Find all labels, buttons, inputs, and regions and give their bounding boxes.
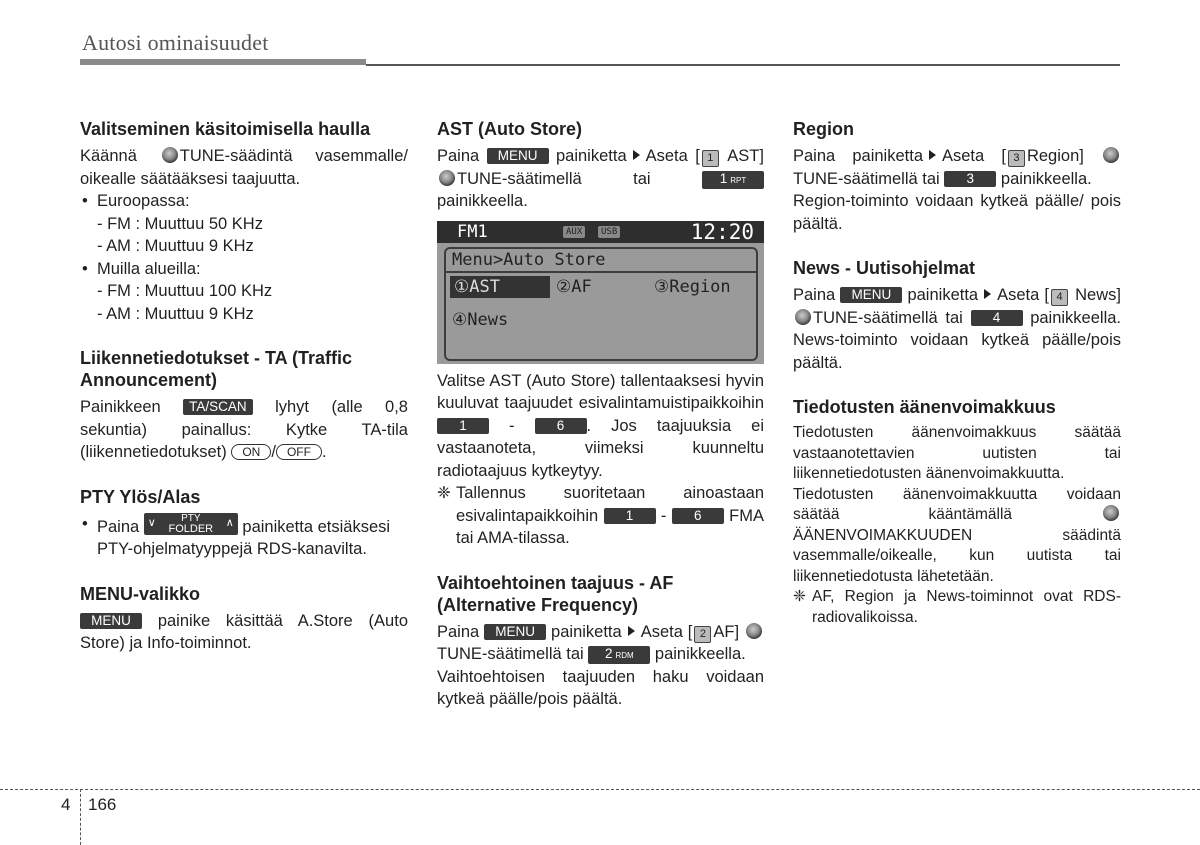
column-3 — [793, 118, 1121, 628]
paragraph — [80, 396, 408, 464]
number-key-icon: 2 — [694, 626, 711, 643]
text: / — [271, 443, 276, 461]
text: painiketta — [907, 286, 979, 304]
paragraph: Vaihtoehtoisen taajuuden haku voidaan kytkeä päälle/pois päältä. — [437, 667, 764, 708]
display-clock: 12:20 — [690, 219, 754, 244]
text: . Jos taajuuksia ei vastaanoteta, viimeksi kuunneltu radiotaajuus kytkeytyy. — [437, 416, 764, 480]
display-band: FM1 — [457, 221, 488, 242]
text: Painikkeen — [80, 398, 161, 416]
number-key-icon: 3 — [1008, 150, 1025, 167]
number-key-icon: 4 — [1051, 289, 1068, 306]
page-number: 166 — [88, 795, 117, 814]
menu-button-icon: MENU — [484, 624, 546, 640]
text: TUNE-säädintä vasemmalle/ oikealle säätääksesi taajuutta. — [80, 147, 408, 188]
arrow-right-icon — [929, 150, 936, 160]
text: 2 — [604, 646, 613, 661]
text: painiketta etsiäksesi PTY-ohjelmatyyppejä RDS-kanavilta. — [97, 517, 391, 558]
section-title: Tiedotusten äänenvoimakkuus — [793, 397, 1056, 417]
text: TUNE-säätimellä tai — [457, 169, 651, 188]
text: Paina — [437, 622, 480, 641]
tune-knob-icon — [746, 623, 762, 639]
text: . — [321, 443, 327, 461]
menu-button-icon: MENU — [80, 613, 142, 629]
paragraph — [793, 145, 1121, 190]
preset-3-button-icon: 3 — [944, 171, 996, 187]
text: ÄÄNENVOIMAKKUUDEN säädintä vasemmalle/oikealle, kun uutista tai liikennetiedotusta lähetetään. — [793, 526, 1121, 585]
text: painikkeella. News-toiminto voidaan kytkeä päälle/pois päältä. — [793, 308, 1121, 372]
paragraph — [80, 145, 408, 190]
text: News] — [1075, 286, 1121, 304]
text: Valitse AST (Auto Store) tallentaaksesi hyvin kuuluvat taajuudet esivalintamuistipaikkoihin — [437, 371, 764, 412]
text: Tallennus suoritetaan ainoastaan esivalintapaikkoihin — [456, 484, 764, 525]
header-bar — [80, 59, 366, 65]
tune-knob-icon — [1103, 147, 1119, 163]
preset-1-button-icon: 1 — [437, 418, 489, 434]
section-title: Region — [793, 119, 854, 139]
display-option-ast: ①AST — [450, 276, 550, 298]
menu-button-icon: MENU — [487, 148, 549, 164]
text: Aseta [ — [640, 622, 693, 641]
paragraph: Region-toiminto voidaan kytkeä päälle/ pois päältä. — [793, 192, 1121, 233]
display-menu-panel — [444, 247, 758, 361]
paragraph — [437, 370, 764, 483]
text: Paina painiketta — [793, 147, 923, 165]
tune-knob-icon — [162, 147, 178, 163]
column-2 — [437, 118, 764, 711]
footer-rule — [0, 789, 1200, 790]
off-button-icon: OFF — [276, 444, 322, 460]
chapter-number: 4 — [61, 795, 71, 814]
text: Tiedotusten äänenvoimakkuutta voidaan säätää kääntämällä — [793, 485, 1121, 523]
tune-knob-icon — [795, 309, 811, 325]
arrow-right-icon — [633, 150, 640, 160]
paragraph — [793, 485, 1121, 588]
text: AF] — [713, 622, 740, 641]
list-item: • Euroopassa: — [80, 190, 408, 213]
display-usb-badge: USB — [598, 226, 620, 238]
paragraph — [437, 621, 764, 666]
preset-2-rdm-button-icon — [588, 646, 650, 664]
list-subitem: - AM : Muuttuu 9 KHz — [97, 237, 254, 255]
tune-knob-icon — [439, 170, 455, 186]
display-aux-badge: AUX — [563, 226, 585, 238]
paragraph: Tiedotusten äänenvoimakkuus säätää vastaanotettavien uutisten tai liikennetiedotusten äänenvoimakkuutta. — [793, 424, 1121, 482]
list-item: • Muilla alueilla: — [80, 258, 408, 281]
text: Aseta [ — [645, 147, 700, 165]
section-title: Valitseminen käsitoimisella haulla — [80, 119, 371, 139]
footer-divider — [80, 789, 81, 845]
text: Paina — [437, 147, 480, 165]
text: AST] — [727, 147, 764, 165]
text: painike käsittää A.Store (Auto Store) ja Info-toiminnot. — [80, 611, 408, 652]
list-subitem: - FM : Muuttuu 50 KHz — [97, 214, 263, 233]
display-menu-title: Menu>Auto Store — [452, 249, 606, 270]
section-title: MENU-valikko — [80, 583, 201, 604]
page-header-title: Autosi ominaisuudet — [82, 30, 269, 55]
text: FMA tai AMA-tilassa. — [456, 506, 765, 547]
text: TUNE-säätimellä tai — [813, 308, 963, 327]
preset-4-button-icon: 4 — [971, 310, 1023, 326]
column-1 — [80, 118, 408, 655]
pty-folder-button-icon — [144, 513, 238, 535]
preset-6-button-icon: 6 — [672, 508, 724, 524]
text: painikkeella. — [654, 645, 746, 663]
text: - — [660, 506, 667, 525]
text: PTY — [181, 512, 201, 524]
note-mark-icon: ❈ — [793, 588, 806, 605]
section-title: PTY Ylös/Alas — [80, 486, 201, 507]
radio-display-screenshot — [437, 221, 764, 364]
text: painikkeella. — [437, 192, 528, 210]
display-option-af: ②AF — [556, 276, 592, 297]
note — [437, 482, 764, 550]
list-item — [80, 513, 408, 561]
arrow-right-icon — [628, 626, 635, 636]
text: painiketta — [551, 622, 622, 641]
header-rule — [366, 64, 1120, 66]
section-title: Liikennetiedotukset - TA (Traffic Announcement) — [80, 348, 353, 390]
preset-1-button-icon: 1 — [604, 508, 656, 524]
text: RPT — [730, 175, 747, 185]
text: - — [509, 416, 515, 435]
paragraph — [793, 284, 1121, 374]
text: FOLDER — [168, 522, 214, 535]
preset-6-button-icon: 6 — [535, 418, 587, 434]
on-button-icon: ON — [231, 444, 271, 460]
paragraph — [437, 145, 764, 213]
text: Region] — [1026, 147, 1084, 165]
text: AF, Region ja News-toiminnot ovat RDS-radiovalikoissa. — [812, 588, 1121, 626]
display-divider — [446, 271, 756, 273]
text: Käännä — [80, 147, 137, 165]
list-subitem: - FM : Muuttuu 100 KHz — [97, 282, 273, 300]
preset-1-rpt-button-icon — [702, 171, 764, 189]
text: painiketta — [555, 147, 627, 165]
section-title: Vaihtoehtoinen taajuus - AF (Alternative Frequency) — [437, 572, 674, 615]
text: Aseta [ — [997, 286, 1049, 304]
arrow-right-icon — [984, 289, 991, 299]
text: RDM — [615, 651, 634, 660]
text: Paina — [97, 517, 140, 536]
paragraph — [80, 610, 408, 655]
text: 1 — [719, 170, 728, 186]
display-option-news: ④News — [452, 309, 509, 330]
text: TUNE-säätimellä tai — [793, 169, 940, 188]
note — [793, 587, 1121, 628]
number-key-icon: 1 — [702, 150, 719, 167]
text: Aseta [ — [942, 147, 1006, 165]
section-title: AST (Auto Store) — [437, 119, 582, 139]
section-title: News - Uutisohjelmat — [793, 258, 976, 278]
text: TUNE-säätimellä tai — [437, 645, 584, 663]
ta-scan-button-icon: TA/SCAN — [183, 399, 253, 415]
note-mark-icon: ❈ — [437, 484, 451, 502]
list-subitem: - AM : Muuttuu 9 KHz — [97, 304, 254, 323]
menu-button-icon: MENU — [840, 287, 902, 303]
display-option-region: ③Region — [654, 276, 731, 297]
text: Paina — [793, 286, 836, 304]
text: painikkeella. — [1000, 169, 1092, 188]
text: lyhyt (alle 0,8 sekuntia) painallus: Kytke TA-tila (liikennetiedotukset) — [80, 398, 408, 461]
chevron-up-icon: ∧ — [225, 516, 234, 529]
chevron-down-icon: ∨ — [147, 516, 156, 529]
volume-knob-icon — [1103, 505, 1119, 521]
